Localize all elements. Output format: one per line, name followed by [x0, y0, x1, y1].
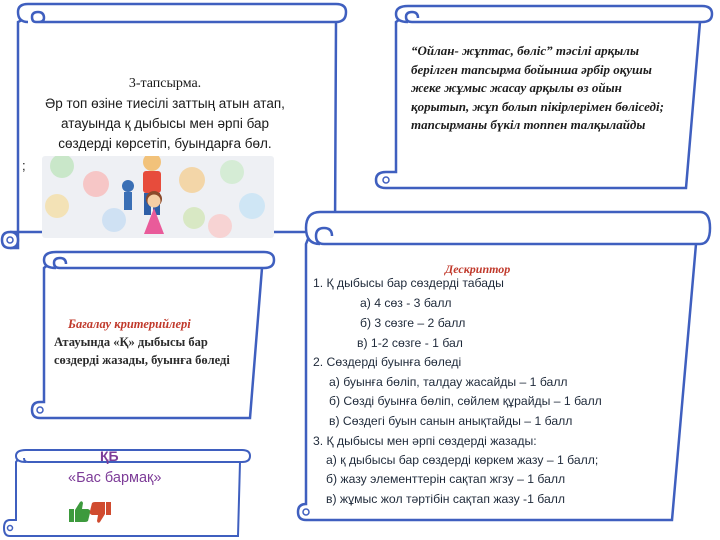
descriptor-line-9: 3. Қ дыбысы мен әрпі сөздерді жазады: [313, 434, 537, 448]
criteria-title: Бағалау критерийлері [68, 317, 191, 331]
method-description: “Ойлан- жұптас, бөліс” тәсілі арқылы берілген тапсырма бойынша әрбір оқушы жеке жұмыс жасау арқылы өз ойын қорытып, жұп болып пікірлерімен бөліседі; тапсырманы бүкіл топпен талқылайды [411, 43, 664, 132]
descriptor-line-2: а) 4 сөз - 3 балл [360, 296, 452, 310]
descriptor-line-3: б) 3 сөзге – 2 балл [360, 316, 466, 330]
feedback-title: ҚБ [100, 448, 119, 464]
descriptor-title: Дескриптор [445, 262, 511, 276]
task-title: 3-тапсырма. [128, 76, 202, 91]
descriptor-line-12: в) жұмыс жол тәртібін сақтап жазу -1 балл [326, 492, 565, 506]
descriptor-line-6: а) буынға бөліп, талдау жасайды – 1 балл [329, 375, 568, 389]
descriptor-line-4: в) 1-2 сөзге - 1 бал [357, 336, 463, 350]
descriptor-line-1: 1. Қ дыбысы бар сөздерді табады [313, 276, 504, 290]
criteria-body: Атауында «Қ» дыбысы бар сөздерді жазады, буынға бөледі [54, 335, 230, 367]
descriptor-line-7: б) Сөзді буынға бөліп, сөйлем құрайды – 1 балл [329, 394, 602, 408]
descriptor-line-8: в) Сөздегі буын санын анықтайды – 1 балл [329, 414, 573, 428]
task-line-3: сөздерді көрсетіп, буындарға бөл. [58, 136, 272, 151]
descriptor-line-5: 2. Сөздерді буынға бөледі [313, 355, 462, 369]
task-line-1: Әр топ өзіне тиесілі заттың атын атап, [45, 96, 285, 111]
descriptor-line-11: б) жазу элементтерін сақтап жгзу – 1 балл [326, 472, 566, 486]
feedback-subtitle: «Бас бармақ» [68, 470, 162, 486]
descriptor-line-10: а) қ дыбысы бар сөздерді көркем жазу – 1 балл; [326, 453, 599, 467]
task-line-2: атауында қ дыбысы мен әрпі бар [60, 116, 270, 131]
task-semicolon: ; [22, 158, 26, 173]
